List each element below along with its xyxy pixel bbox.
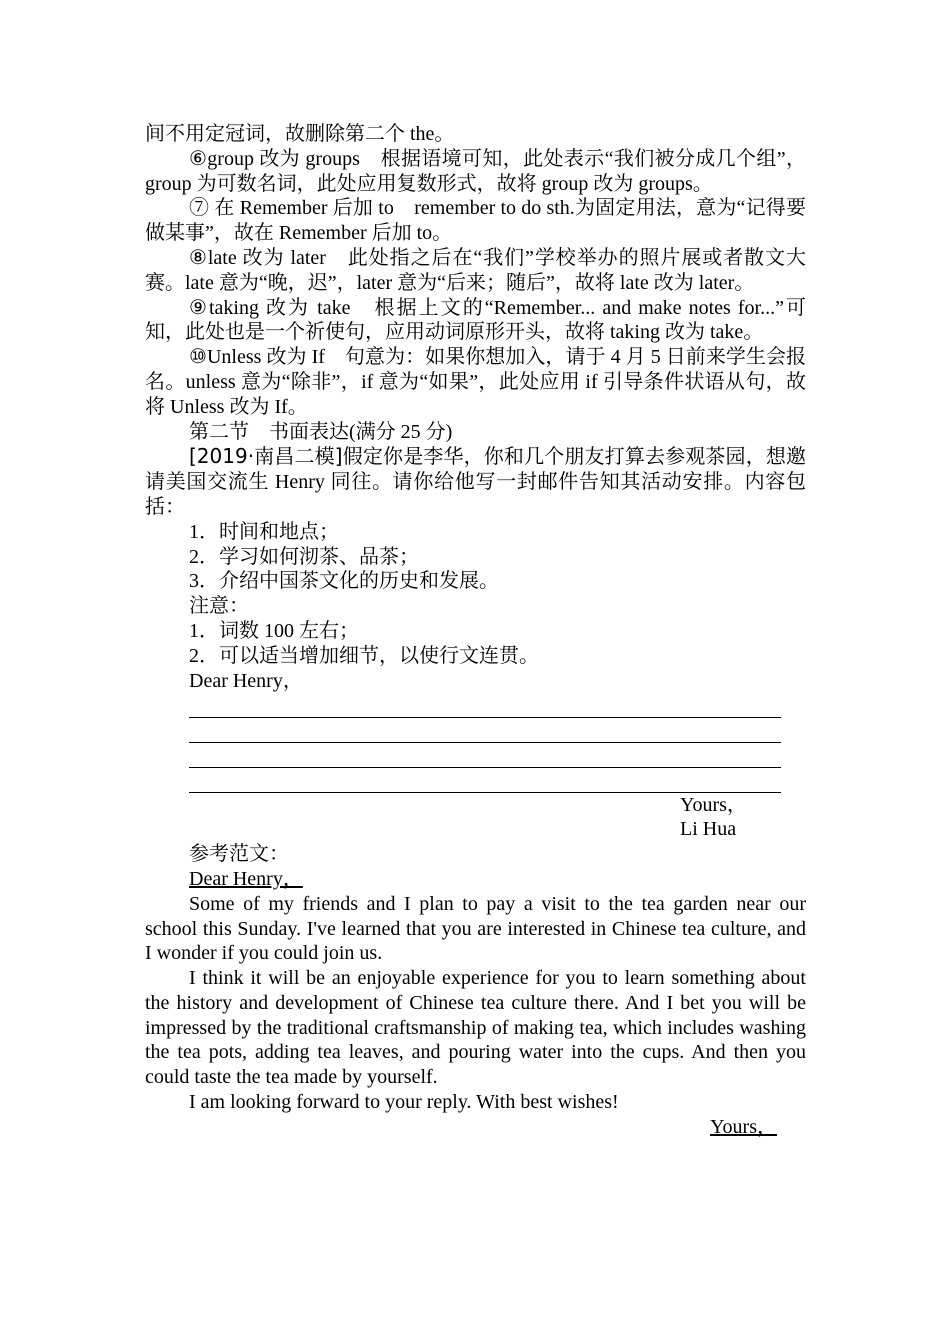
sample-paragraph-2: I think it will be an enjoyable experience for you to learn something about the history and development of Chinese tea culture there. And I bet you will be impressed by the traditional craftsmanship of making tea, which includes washing the tea pots, adding tea leaves, and pouring water into the cups. And then you could taste the tea made by yourself.	[145, 967, 806, 1089]
task-prompt-text: 假定你是李华，你和几个朋友打算去参观茶园，想邀请美国交流生 Henry 同往。请你给他写一封邮件告知其活动安排。内容包括：	[145, 446, 806, 518]
letter-salutation: Dear Henry，	[189, 669, 303, 692]
sample-closing-line	[145, 1115, 806, 1140]
sample-salutation-line	[145, 867, 806, 892]
sample-paragraph-3: I am looking forward to your reply. With best wishes!	[189, 1091, 619, 1114]
section-title: 第二节 书面表达(满分 25 分)	[189, 420, 453, 443]
answer-blank-line	[189, 693, 781, 718]
note-2: 2．可以适当增加细节，以使行文连贯。	[189, 644, 539, 667]
task-point-2: 2．学习如何沏茶、品茶；	[189, 545, 419, 568]
task-point-3: 3．介绍中国茶文化的历史和发展。	[189, 570, 499, 593]
task-source: [2019·南昌二模]	[189, 444, 343, 469]
answer-blank-line	[189, 743, 781, 768]
answer-item-9: ⑨taking 改为 take 根据上文的“Remember... and make notes for...”可知，此处也是一个祈使句，应用动词原形开头，故将 taking 改为 take。	[145, 296, 806, 344]
sample-label: 参考范文：	[189, 843, 289, 866]
answer-item-7: ⑦ 在 Remember 后加 to remember to do sth.为固定用法，意为“记得要做某事”，故在 Remember 后加 to。	[145, 197, 806, 245]
answer-line-0: 间不用定冠词，故删除第二个 the。	[145, 123, 455, 145]
answer-item-6: ⑥group 改为 groups 根据语境可知，此处表示“我们被分成几个组”，group 为可数名词，此处应用复数形式，故将 group 改为 groups。	[145, 147, 806, 195]
task-prompt	[145, 444, 806, 519]
letter-signature: Li Hua	[680, 818, 737, 841]
note-1: 1．词数 100 左右；	[189, 619, 359, 642]
sample-closing: Yours，	[710, 1115, 777, 1138]
note-label: 注意：	[189, 595, 249, 618]
document-page	[145, 122, 806, 1140]
answer-item-10: ⑩Unless 改为 If 句意为：如果你想加入，请于 4 月 5 日前来学生会报名。unless 意为“除非”，if 意为“如果”，此处应用 if 引导条件状语从句，故将 Unless 改为 If。	[145, 346, 806, 418]
answer-blank-line	[189, 768, 781, 793]
letter-closing: Yours，	[680, 793, 747, 816]
sample-salutation: Dear Henry，	[189, 867, 303, 890]
answer-item-8: ⑧late 改为 later 此处指之后在“我们”学校举办的照片展或者散文大赛。late 意为“晚，迟”，later 意为“后来；随后”，故将 late 改为 later。	[145, 246, 806, 294]
task-point-1: 1．时间和地点；	[189, 520, 339, 543]
answer-blank-line	[189, 718, 781, 743]
sample-paragraph-1: Some of my friends and I plan to pay a visit to the tea garden near our school this Sunday. I've learned that you are interested in Chinese tea culture, and I wonder if you could join us.	[145, 892, 806, 965]
